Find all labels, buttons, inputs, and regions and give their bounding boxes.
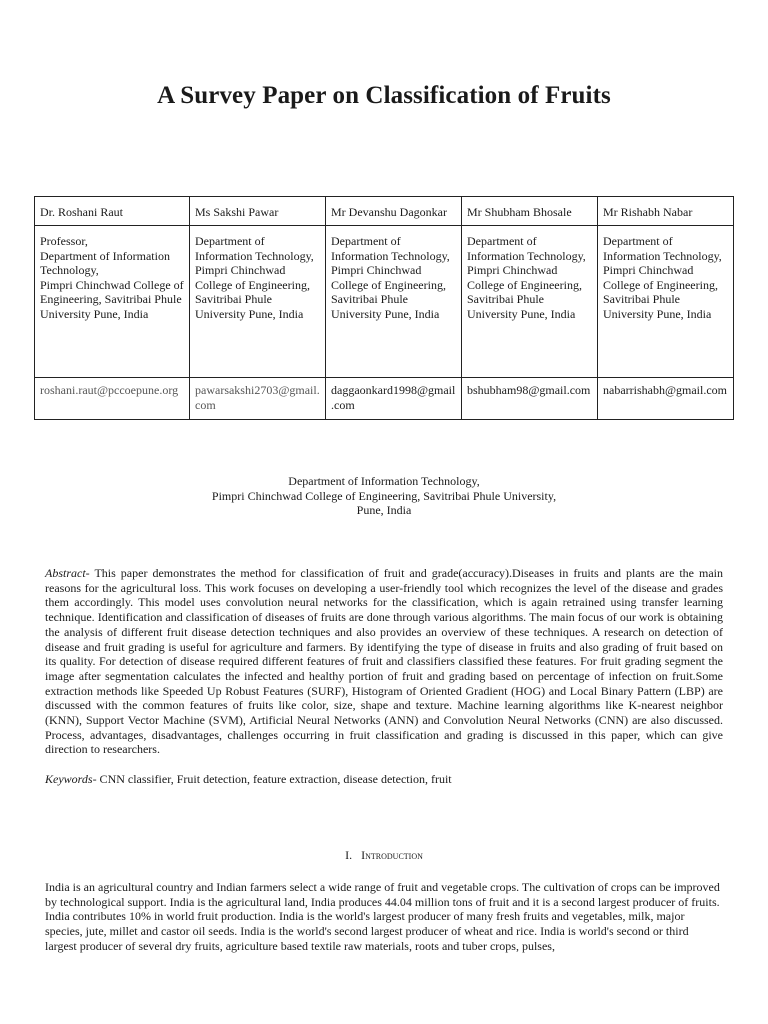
abstract-text: - This paper demonstrates the method for classification of fruit and grade(accuracy).Diseases in fruits and plants are the main reasons for the agricultural loss. This work focuses on developing a user-friendly tool which recognizes the level of the disease and grades them accordingly. This model uses convolution neural networks for the classification, which is again retrained using transfer learning technique. Identification and classification of diseases of fruits are done through various algorithms. The main focus of our work is obtaining the analysis of different fruit disease detection techniques and also provides an overview of these techniques. A research on detection of disease and fruit grading is useful for agriculture and farmers. By identifying the type of disease in fruits and also grading of fruit based on its quality. For detection of disease required different features of fruit and classifiers classified these features. For fruit grading segment the image after segmentation calculates the infected and healthy portion of fruit and grading based on percentage of infection on fruit.Some extraction methods like Speeded Up Robust Features (SURF), Histogram of Oriented Gradient (HOG) and Local Binary Pattern (LBP) are discussed with the common features of fruits like color, size, shape and texture. Machine learning algorithms like K-nearest neighbor (KNN), Support Vector Machine (SVM), Artificial Neural Networks (ANN) and Convolution Neural Networks (CNN) are also discussed. Process, advantages, disadvantages, challenges occurring in fruit classification and grading is discussed in this paper, which can give direction to researchers.	[45, 566, 723, 757]
author-affiliation-row	[35, 226, 734, 378]
keywords-label: Keywords	[45, 772, 93, 786]
department-line: Pune, India	[356, 503, 412, 518]
author-name: Mr Devanshu Dagonkar	[326, 197, 462, 226]
author-affiliation: Department of Information Technology, Pimpri Chinchwad College of Engineering, Savitribai Phule University Pune, India	[462, 226, 598, 378]
paper-title: A Survey Paper on Classification of Fruits	[157, 82, 611, 109]
section-heading	[0, 848, 768, 863]
department-block	[0, 474, 768, 518]
author-name: Dr. Roshani Raut	[35, 197, 190, 226]
author-email-link[interactable]: roshani.raut@pccoepune.org	[35, 378, 190, 420]
author-email-link[interactable]: nabarrishabh@gmail.com	[598, 378, 734, 420]
keywords	[45, 772, 723, 787]
keywords-text: - CNN classifier, Fruit detection, feature extraction, disease detection, fruit	[92, 772, 452, 786]
author-email-link[interactable]: bshubham98@gmail.com	[462, 378, 598, 420]
author-email-link[interactable]: daggaonkard1998@gmail.com	[326, 378, 462, 420]
abstract-label: Abstract	[45, 566, 86, 580]
author-name: Ms Sakshi Pawar	[190, 197, 326, 226]
abstract	[45, 566, 723, 757]
author-affiliation: Department of Information Technology, Pimpri Chinchwad College of Engineering, Savitribai Phule University Pune, India	[598, 226, 734, 378]
introduction-paragraph: India is an agricultural country and Indian farmers select a wide range of fruit and vegetable crops. The cultivation of crops can be improved by technological support. India is the agricultural land, India produces 44.04 million tons of fruit and it is a second largest producer of fruits. India contributes 10% in world fruit production. India is the world's largest producer of many fresh fruits and vegetables, milk, major species, jute, millet and castor oil seeds. India is the world's second largest producer of wheat and rice. India is world's second or third largest producer of several dry fruits, agriculture based textile raw materials, roots and tuber crops, pulses,	[45, 880, 720, 953]
author-name: Mr Rishabh Nabar	[598, 197, 734, 226]
author-name-row	[35, 197, 734, 226]
author-affiliation: Department of Information Technology, Pimpri Chinchwad College of Engineering, Savitribai Phule University Pune, India	[190, 226, 326, 378]
department-line: Pimpri Chinchwad College of Engineering, Savitribai Phule University,	[211, 488, 557, 503]
section-number: I.	[345, 848, 353, 862]
department-line: Department of Information Technology,	[288, 474, 480, 488]
author-affiliation: Professor, Department of Information Technology, Pimpri Chinchwad College of Engineering, Savitribai Phule University Pune, India	[35, 226, 190, 378]
section-title: Introduction	[361, 848, 423, 862]
author-email-link[interactable]: pawarsakshi2703@gmail.com	[190, 378, 326, 420]
author-name: Mr Shubham Bhosale	[462, 197, 598, 226]
author-affiliation: Department of Information Technology, Pimpri Chinchwad College of Engineering, Savitribai Phule University Pune, India	[326, 226, 462, 378]
author-email-row	[35, 378, 734, 420]
author-table	[34, 196, 734, 420]
